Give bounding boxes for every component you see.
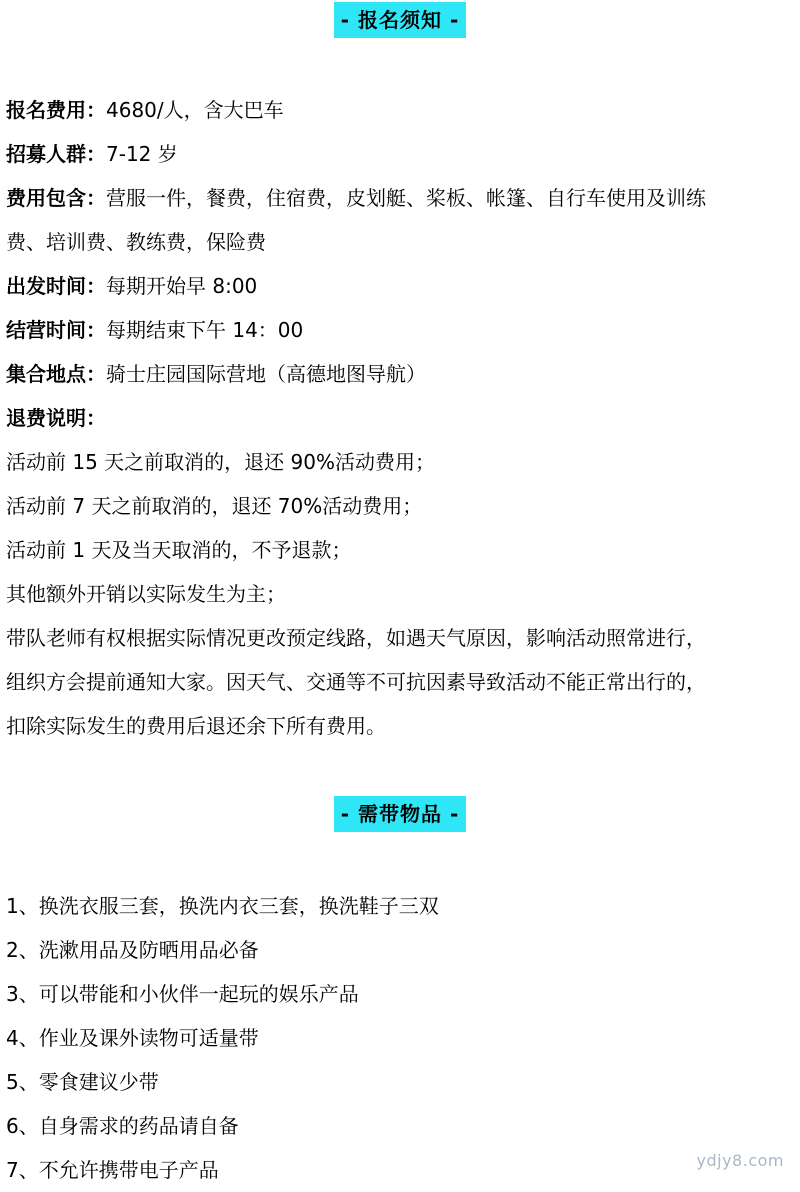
list-item: 4、作业及课外读物可适量带 bbox=[6, 1026, 259, 1050]
field-label: 出发时间： bbox=[6, 274, 106, 298]
field-value: 骑士庄园国际营地（高德地图导航） bbox=[106, 362, 426, 386]
refund-line: 其他额外开销以实际发生为主； bbox=[6, 582, 286, 606]
field-value: 营服一件，餐费，住宿费，皮划艇、桨板、帐篷、自行车使用及训练 bbox=[106, 186, 706, 210]
field-audience bbox=[6, 132, 794, 176]
field-label: 招募人群： bbox=[6, 142, 106, 166]
watermark: ydjy8.com bbox=[696, 1151, 784, 1170]
field-label: 结营时间： bbox=[6, 318, 106, 342]
field-fee bbox=[6, 88, 794, 132]
refund-line: 活动前 1 天及当天取消的，不予退款； bbox=[6, 538, 352, 562]
field-value: 每期开始早 8:00 bbox=[106, 274, 258, 298]
list-item: 3、可以带能和小伙伴一起玩的娱乐产品 bbox=[6, 982, 359, 1006]
field-included bbox=[6, 176, 794, 220]
section-header-items bbox=[0, 796, 800, 832]
field-value: 4680/人，含大巴车 bbox=[106, 98, 284, 122]
section-header-registration bbox=[0, 2, 800, 38]
refund-line: 活动前 7 天之前取消的，退还 70%活动费用； bbox=[6, 494, 423, 518]
field-label: 集合地点： bbox=[6, 362, 106, 386]
list-item: 6、自身需求的药品请自备 bbox=[6, 1114, 239, 1138]
field-label: 费用包含： bbox=[6, 186, 106, 210]
field-value: 7-12 岁 bbox=[106, 142, 178, 166]
list-item: 7、不允许携带电子产品 bbox=[6, 1158, 219, 1182]
field-label: 报名费用： bbox=[6, 98, 106, 122]
field-meeting-place bbox=[6, 352, 794, 396]
list-item: 5、零食建议少带 bbox=[6, 1070, 159, 1094]
refund-line: 带队老师有权根据实际情况更改预定线路，如遇天气原因，影响活动照常进行， bbox=[6, 626, 706, 650]
field-departure-time bbox=[6, 264, 794, 308]
field-value: 费、培训费、教练费，保险费 bbox=[6, 230, 266, 254]
refund-line: 组织方会提前通知大家。因天气、交通等不可抗因素导致活动不能正常出行的， bbox=[6, 670, 706, 694]
list-item: 1、换洗衣服三套，换洗内衣三套，换洗鞋子三双 bbox=[6, 894, 439, 918]
section-title: - 报名须知 - bbox=[334, 2, 467, 38]
list-item: 2、洗漱用品及防晒用品必备 bbox=[6, 938, 259, 962]
refund-line: 活动前 15 天之前取消的，退还 90%活动费用； bbox=[6, 450, 435, 474]
field-end-time bbox=[6, 308, 794, 352]
field-label: 退费说明： bbox=[6, 406, 106, 430]
field-included-continued bbox=[6, 220, 794, 264]
refund-line: 扣除实际发生的费用后退还余下所有费用。 bbox=[6, 714, 386, 738]
field-value: 每期结束下午 14：00 bbox=[106, 318, 304, 342]
section-title: - 需带物品 - bbox=[334, 796, 467, 832]
field-refund-policy bbox=[6, 396, 794, 440]
